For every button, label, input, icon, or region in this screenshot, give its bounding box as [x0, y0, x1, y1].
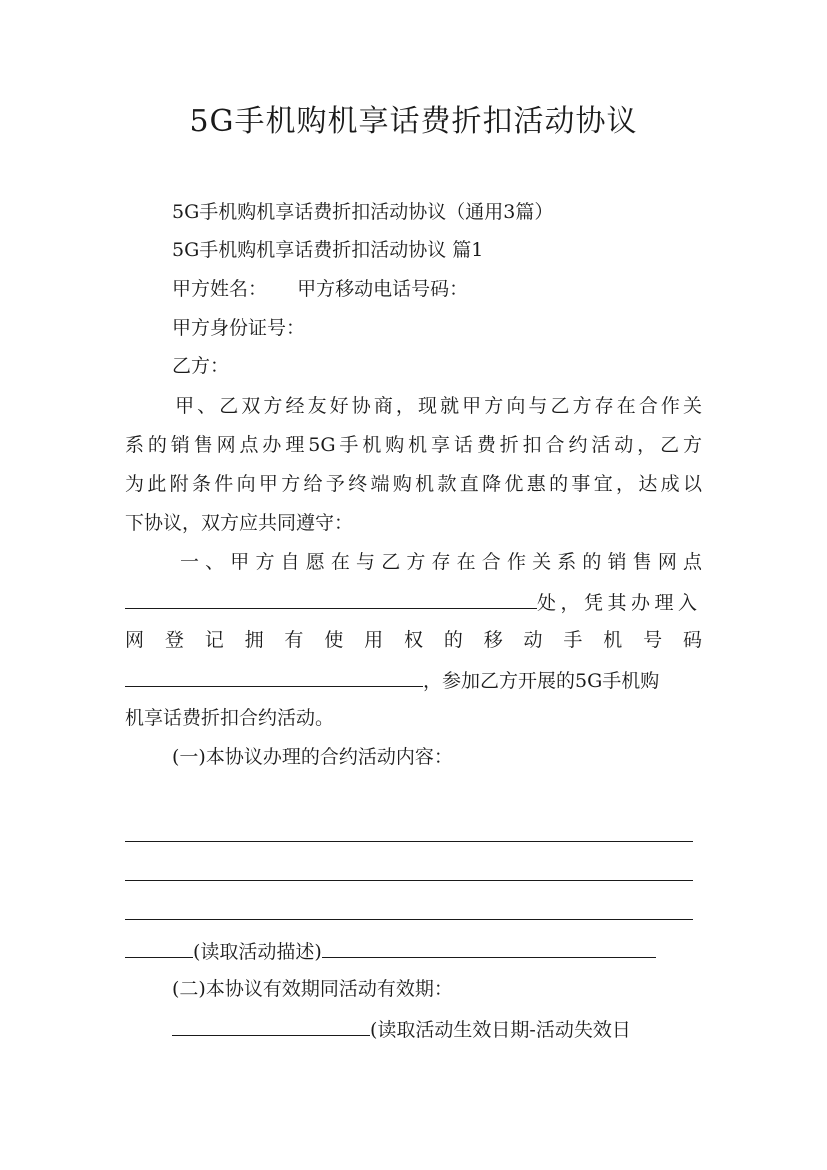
activity-description-placeholder: (读取活动描述)	[193, 941, 322, 963]
party-a-phone-label: 甲方移动电话号码：	[297, 278, 469, 300]
party-a-id-label: 甲方身份证号：	[172, 317, 306, 339]
validity-placeholder: (读取活动生效日期-活动失效日	[370, 1019, 631, 1041]
validity-line	[172, 1015, 631, 1043]
validity-period-blank[interactable]	[172, 1015, 370, 1036]
clause-1-line-4-text: ，参加乙方开展的5G手机购	[423, 670, 660, 692]
party-a-info-line	[172, 276, 468, 302]
activity-description-line	[125, 937, 656, 965]
intro-paragraph-line-4: 下协议，双方应共同遵守：	[125, 512, 354, 534]
clause-1-line-1: 一、甲方自愿在与乙方存在合作关系的销售网点	[180, 551, 702, 573]
activity-desc-blank-right[interactable]	[322, 937, 656, 958]
party-a-name-label: 甲方姓名：	[172, 278, 268, 300]
activity-content-blank-1[interactable]	[125, 841, 693, 842]
clause-1-line-3: 网登记拥有使用权的移动手机号码	[125, 629, 702, 651]
document-subtitle: 5G手机购机享话费折扣活动协议（通用3篇）	[172, 201, 554, 223]
phone-number-blank[interactable]	[125, 666, 423, 687]
activity-content-blank-3[interactable]	[125, 919, 693, 920]
sub-clause-1-heading: (一)本协议办理的合约活动内容：	[172, 746, 453, 768]
document-title: 5G手机购机享话费折扣活动协议	[189, 104, 638, 139]
sub-clause-2-heading: (二)本协议有效期同活动有效期：	[172, 978, 453, 1000]
intro-paragraph-line-3: 为此附条件向甲方给予终端购机款直降优惠的事宜，达成以	[125, 473, 702, 495]
clause-1-line-2	[125, 588, 702, 616]
activity-desc-blank-left[interactable]	[125, 937, 193, 958]
intro-paragraph-line-2: 系的销售网点办理5G手机购机享话费折扣合约活动，乙方	[125, 434, 702, 456]
clause-1-line-5: 机享话费折扣合约活动。	[125, 707, 335, 729]
intro-paragraph-line-1: 甲、乙双方经友好协商，现就甲方向与乙方存在合作关	[172, 395, 702, 417]
sales-outlet-blank[interactable]	[125, 588, 537, 609]
article-heading: 5G手机购机享话费折扣活动协议 篇1	[172, 239, 484, 261]
party-b-label: 乙方：	[172, 355, 230, 377]
clause-1-line-4	[125, 666, 702, 694]
clause-1-line-2-text: 处，凭其办理入	[537, 592, 697, 614]
activity-content-blank-2[interactable]	[125, 880, 693, 881]
